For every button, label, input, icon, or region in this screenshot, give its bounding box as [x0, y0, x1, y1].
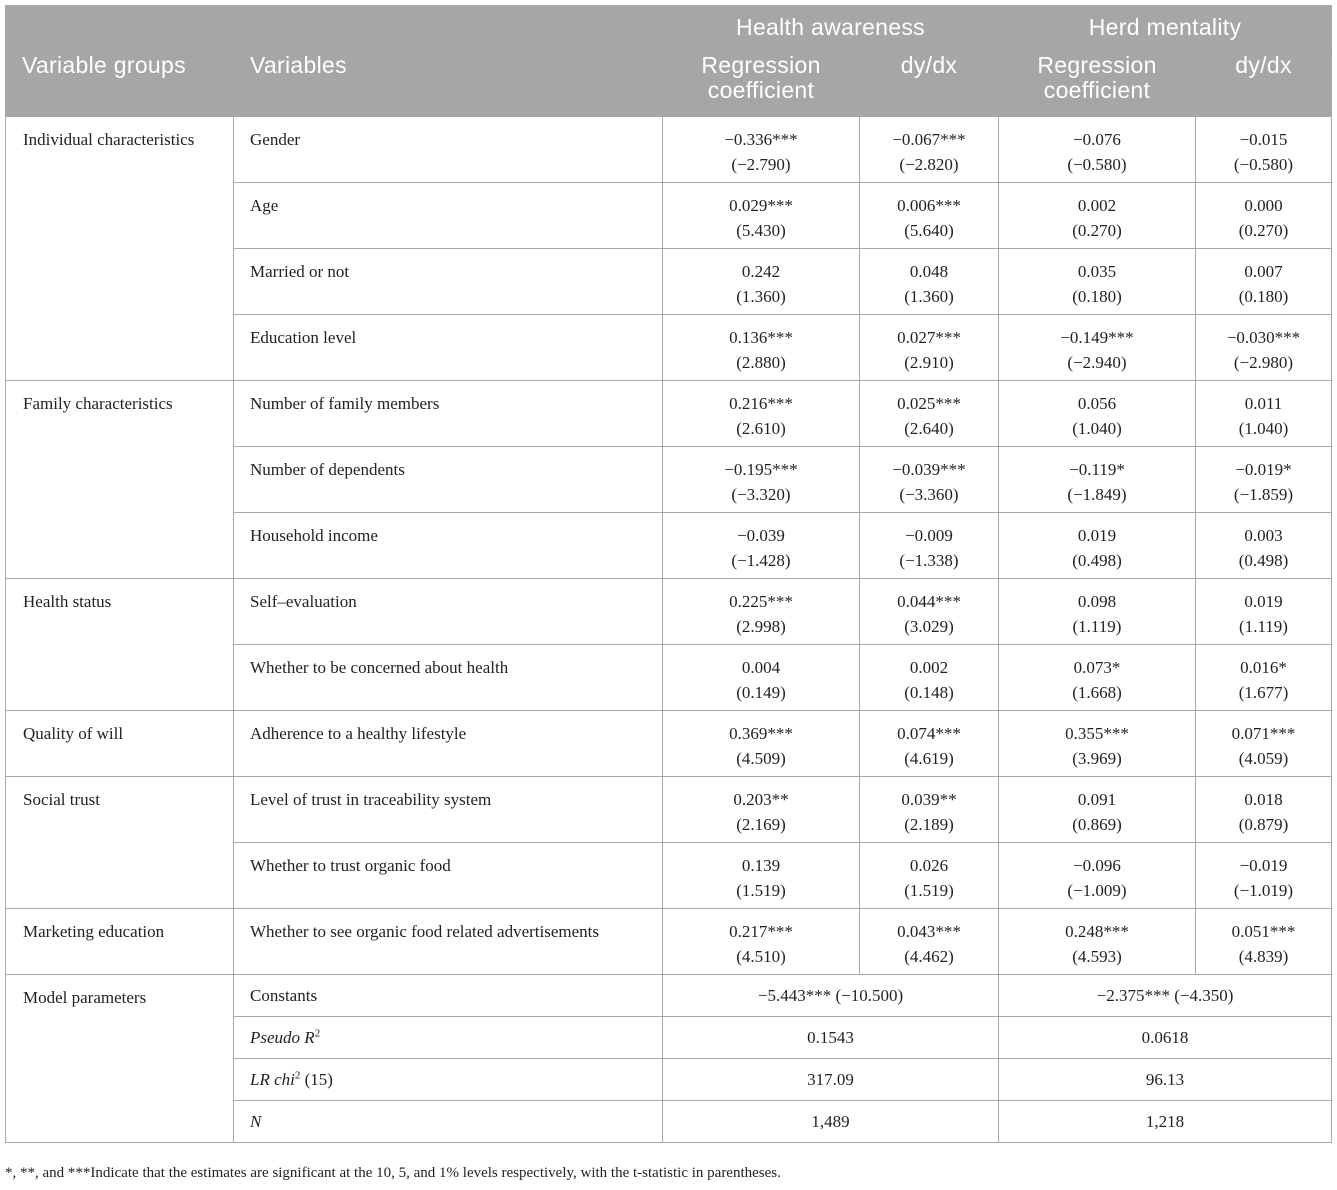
table-row — [6, 117, 1332, 183]
ha-coef-cell — [663, 777, 860, 843]
table-row — [6, 909, 1332, 975]
ha-dydx-value: 0.002 — [909, 658, 949, 677]
hm-dydx-tstat: (0.270) — [1238, 221, 1289, 240]
ha-dydx-cell — [860, 315, 999, 381]
variable-cell: Whether to trust organic food — [234, 843, 663, 909]
hm-coef-tstat: (0.498) — [1072, 551, 1122, 570]
ha-dydx-tstat: (0.148) — [904, 683, 954, 702]
ha-dydx-tstat: (3.029) — [904, 617, 954, 636]
hm-dydx-tstat: (−2.980) — [1233, 353, 1294, 372]
hm-coef-cell — [999, 579, 1196, 645]
variable-cell: Adherence to a healthy lifestyle — [234, 711, 663, 777]
hm-dydx-tstat: (1.119) — [1239, 617, 1288, 636]
header-variables: Variables — [234, 6, 663, 117]
ha-coef-cell — [663, 315, 860, 381]
header-ha-regression-coefficient: Regression coefficient — [663, 49, 860, 117]
pseudo-r-superscript: 2 — [314, 1027, 321, 1040]
lr-chi-df: (15) — [300, 1070, 333, 1089]
hm-coef-value: 0.002 — [1077, 196, 1117, 215]
ha-coef-value: −0.039 — [737, 526, 785, 545]
table-header — [6, 6, 1332, 117]
hm-dydx-cell — [1196, 117, 1332, 183]
ha-coef-value: −0.195*** — [724, 460, 798, 479]
hm-dydx-tstat: (1.677) — [1238, 683, 1289, 702]
variable-cell: Household income — [234, 513, 663, 579]
hm-dydx-cell — [1196, 183, 1332, 249]
regression-table — [5, 5, 1332, 1143]
ha-dydx-cell — [860, 711, 999, 777]
ha-dydx-cell — [860, 249, 999, 315]
hm-coef-value: 0.248*** — [1065, 922, 1129, 941]
group-cell: Quality of will — [6, 711, 234, 777]
ha-coef-tstat: (4.510) — [736, 947, 786, 966]
ha-lr-chi2-value: 317.09 — [663, 1059, 999, 1101]
ha-dydx-value: 0.043*** — [897, 922, 961, 941]
group-cell: Model parameters — [6, 975, 234, 1143]
ha-dydx-tstat: (1.519) — [904, 881, 954, 900]
hm-coef-tstat: (−1.009) — [1067, 881, 1127, 900]
hm-coef-tstat: (−1.849) — [1067, 485, 1127, 504]
variable-cell: Number of dependents — [234, 447, 663, 513]
hm-dydx-value: 0.018 — [1244, 790, 1283, 809]
ha-dydx-value: 0.048 — [909, 262, 949, 281]
ha-pseudo-r2-value: 0.1543 — [663, 1017, 999, 1059]
hm-coef-tstat: (0.180) — [1072, 287, 1122, 306]
ha-coef-value: 0.139 — [741, 856, 781, 875]
ha-dydx-cell — [860, 183, 999, 249]
hm-dydx-tstat: (0.498) — [1238, 551, 1289, 570]
hm-coef-tstat: (−0.580) — [1067, 155, 1127, 174]
hm-coef-value: 0.019 — [1077, 526, 1117, 545]
hm-dydx-value: 0.051*** — [1231, 922, 1296, 941]
param-label — [234, 1059, 663, 1101]
hm-dydx-value: −0.019* — [1235, 460, 1292, 479]
hm-coef-cell — [999, 843, 1196, 909]
header-ha-dydx: dy/dx — [860, 49, 999, 117]
ha-coef-tstat: (−3.320) — [731, 485, 791, 504]
table-row — [6, 711, 1332, 777]
group-cell: Individual characteristics — [6, 117, 234, 381]
ha-dydx-value: 0.039** — [901, 790, 957, 809]
hm-coef-cell — [999, 117, 1196, 183]
ha-dydx-cell — [860, 513, 999, 579]
ha-coef-cell — [663, 447, 860, 513]
hm-dydx-value: 0.003 — [1244, 526, 1283, 545]
variable-cell: Level of trust in traceability system — [234, 777, 663, 843]
ha-coef-value: 0.136*** — [729, 328, 793, 347]
n-label: N — [250, 1112, 262, 1131]
variable-cell: Number of family members — [234, 381, 663, 447]
ha-dydx-tstat: (−3.360) — [899, 485, 959, 504]
hm-coef-tstat: (1.040) — [1072, 419, 1122, 438]
hm-dydx-cell — [1196, 909, 1332, 975]
hm-dydx-tstat: (1.040) — [1238, 419, 1289, 438]
hm-lr-chi2-value: 96.13 — [999, 1059, 1332, 1101]
ha-coef-value: 0.029*** — [729, 196, 793, 215]
hm-dydx-tstat: (−1.019) — [1233, 881, 1294, 900]
group-cell: Health status — [6, 579, 234, 711]
hm-coef-tstat: (1.668) — [1072, 683, 1122, 702]
ha-coef-value: 0.203** — [733, 790, 789, 809]
hm-dydx-tstat: (0.180) — [1238, 287, 1289, 306]
hm-coef-tstat: (0.270) — [1072, 221, 1122, 240]
ha-coef-value: 0.216*** — [729, 394, 793, 413]
param-row-constants — [6, 975, 1332, 1017]
param-label: Constants — [234, 975, 663, 1017]
hm-coef-cell — [999, 777, 1196, 843]
ha-coef-tstat: (2.998) — [736, 617, 786, 636]
hm-coef-cell — [999, 711, 1196, 777]
hm-dydx-cell — [1196, 381, 1332, 447]
ha-dydx-value: 0.006*** — [897, 196, 961, 215]
variable-cell: Whether to be concerned about health — [234, 645, 663, 711]
hm-dydx-tstat: (4.059) — [1238, 749, 1289, 768]
param-label — [234, 1101, 663, 1143]
group-cell: Social trust — [6, 777, 234, 909]
ha-n-value: 1,489 — [663, 1101, 999, 1143]
hm-dydx-value: 0.000 — [1244, 196, 1283, 215]
ha-dydx-value: 0.025*** — [897, 394, 961, 413]
hm-dydx-value: 0.019 — [1244, 592, 1283, 611]
hm-dydx-tstat: (−0.580) — [1233, 155, 1294, 174]
ha-dydx-value: 0.074*** — [897, 724, 961, 743]
hm-dydx-tstat: (−1.859) — [1233, 485, 1294, 504]
ha-coef-cell — [663, 843, 860, 909]
ha-dydx-tstat: (2.910) — [904, 353, 954, 372]
variable-cell: Whether to see organic food related advertisements — [234, 909, 663, 975]
hm-coef-tstat: (3.969) — [1072, 749, 1122, 768]
ha-coef-tstat: (2.610) — [736, 419, 786, 438]
ha-dydx-cell — [860, 645, 999, 711]
ha-dydx-cell — [860, 117, 999, 183]
ha-coef-tstat: (0.149) — [736, 683, 786, 702]
hm-dydx-value: −0.030*** — [1226, 328, 1301, 347]
hm-coef-value: −0.076 — [1073, 130, 1121, 149]
hm-coef-cell — [999, 909, 1196, 975]
hm-dydx-cell — [1196, 843, 1332, 909]
ha-coef-tstat: (−1.428) — [731, 551, 791, 570]
ha-coef-tstat: (−2.790) — [731, 155, 791, 174]
table-row — [6, 381, 1332, 447]
ha-dydx-tstat: (4.619) — [904, 749, 954, 768]
hm-dydx-cell — [1196, 645, 1332, 711]
lr-chi-label: LR chi — [250, 1070, 295, 1089]
hm-coef-cell — [999, 513, 1196, 579]
header-hm-regression-coefficient: Regression coefficient — [999, 49, 1196, 117]
ha-coef-value: 0.369*** — [729, 724, 793, 743]
ha-coef-cell — [663, 579, 860, 645]
ha-dydx-tstat: (−1.338) — [899, 551, 959, 570]
ha-dydx-value: 0.027*** — [897, 328, 961, 347]
hm-dydx-value: 0.016* — [1240, 658, 1287, 677]
ha-dydx-tstat: (−2.820) — [899, 155, 959, 174]
hm-coef-value: 0.073* — [1073, 658, 1121, 677]
hm-coef-tstat: (1.119) — [1072, 617, 1122, 636]
ha-coef-tstat: (1.360) — [736, 287, 786, 306]
hm-dydx-cell — [1196, 447, 1332, 513]
table-row — [6, 777, 1332, 843]
hm-dydx-value: 0.011 — [1244, 394, 1283, 413]
hm-coef-tstat: (−2.940) — [1067, 353, 1127, 372]
hm-dydx-value: −0.019 — [1239, 856, 1288, 875]
ha-coef-value: 0.225*** — [729, 592, 793, 611]
header-herd-mentality: Herd mentality — [999, 6, 1332, 49]
group-cell: Family characteristics — [6, 381, 234, 579]
hm-coef-tstat: (4.593) — [1072, 947, 1122, 966]
hm-dydx-cell — [1196, 513, 1332, 579]
ha-coef-tstat: (2.880) — [736, 353, 786, 372]
variable-cell: Education level — [234, 315, 663, 381]
table-row — [6, 579, 1332, 645]
header-health-awareness: Health awareness — [663, 6, 999, 49]
ha-coef-cell — [663, 513, 860, 579]
hm-coef-value: 0.098 — [1077, 592, 1117, 611]
ha-coef-cell — [663, 909, 860, 975]
ha-coef-value: 0.217*** — [729, 922, 793, 941]
hm-coef-value: −0.149*** — [1060, 328, 1134, 347]
lr-chi-superscript: 2 — [294, 1069, 301, 1082]
hm-dydx-value: −0.015 — [1239, 130, 1288, 149]
ha-constants-value: −5.443*** (−10.500) — [663, 975, 999, 1017]
ha-coef-cell — [663, 381, 860, 447]
ha-dydx-value: −0.067*** — [892, 130, 966, 149]
ha-dydx-value: 0.026 — [909, 856, 949, 875]
hm-coef-value: 0.091 — [1077, 790, 1117, 809]
group-cell: Marketing education — [6, 909, 234, 975]
hm-coef-value: −0.096 — [1073, 856, 1121, 875]
ha-coef-value: −0.336*** — [724, 130, 798, 149]
ha-dydx-tstat: (1.360) — [904, 287, 954, 306]
variable-cell: Gender — [234, 117, 663, 183]
variable-cell: Self–evaluation — [234, 579, 663, 645]
hm-coef-value: −0.119* — [1069, 460, 1125, 479]
ha-dydx-value: 0.044*** — [897, 592, 961, 611]
pseudo-r-label: Pseudo R — [250, 1028, 315, 1047]
ha-dydx-tstat: (2.189) — [904, 815, 954, 834]
hm-coef-cell — [999, 381, 1196, 447]
hm-coef-value: 0.056 — [1077, 394, 1117, 413]
table-body — [6, 117, 1332, 1143]
ha-coef-tstat: (1.519) — [736, 881, 786, 900]
hm-coef-cell — [999, 183, 1196, 249]
hm-constants-value: −2.375*** (−4.350) — [999, 975, 1332, 1017]
hm-coef-tstat: (0.869) — [1072, 815, 1122, 834]
header-variable-groups: Variable groups — [6, 6, 234, 117]
ha-dydx-cell — [860, 579, 999, 645]
hm-n-value: 1,218 — [999, 1101, 1332, 1143]
hm-dydx-cell — [1196, 249, 1332, 315]
hm-dydx-cell — [1196, 579, 1332, 645]
ha-dydx-tstat: (4.462) — [904, 947, 954, 966]
ha-coef-cell — [663, 711, 860, 777]
hm-pseudo-r2-value: 0.0618 — [999, 1017, 1332, 1059]
ha-dydx-value: −0.039*** — [892, 460, 966, 479]
hm-dydx-value: 0.071*** — [1231, 724, 1296, 743]
ha-dydx-cell — [860, 381, 999, 447]
hm-dydx-tstat: (0.879) — [1238, 815, 1289, 834]
hm-dydx-cell — [1196, 777, 1332, 843]
hm-coef-value: 0.355*** — [1065, 724, 1129, 743]
ha-coef-value: 0.242 — [741, 262, 781, 281]
ha-coef-cell — [663, 117, 860, 183]
header-hm-dydx: dy/dx — [1196, 49, 1332, 117]
ha-dydx-cell — [860, 447, 999, 513]
ha-coef-value: 0.004 — [741, 658, 781, 677]
ha-coef-tstat: (5.430) — [736, 221, 786, 240]
ha-coef-tstat: (2.169) — [736, 815, 786, 834]
ha-coef-cell — [663, 249, 860, 315]
ha-dydx-tstat: (5.640) — [904, 221, 954, 240]
hm-coef-value: 0.035 — [1077, 262, 1117, 281]
ha-dydx-cell — [860, 909, 999, 975]
hm-dydx-value: 0.007 — [1244, 262, 1283, 281]
hm-dydx-tstat: (4.839) — [1238, 947, 1289, 966]
ha-dydx-value: −0.009 — [905, 526, 953, 545]
hm-coef-cell — [999, 447, 1196, 513]
param-label — [234, 1017, 663, 1059]
hm-coef-cell — [999, 315, 1196, 381]
variable-cell: Married or not — [234, 249, 663, 315]
ha-coef-tstat: (4.509) — [736, 749, 786, 768]
hm-dydx-cell — [1196, 711, 1332, 777]
ha-dydx-cell — [860, 843, 999, 909]
ha-dydx-tstat: (2.640) — [904, 419, 954, 438]
hm-coef-cell — [999, 645, 1196, 711]
ha-coef-cell — [663, 645, 860, 711]
hm-dydx-cell — [1196, 315, 1332, 381]
ha-dydx-cell — [860, 777, 999, 843]
hm-coef-cell — [999, 249, 1196, 315]
ha-coef-cell — [663, 183, 860, 249]
variable-cell: Age — [234, 183, 663, 249]
table-footnote: *, **, and ***Indicate that the estimates are significant at the 10, 5, and 1% levels respectively, with the t-statistic in parentheses. — [5, 1165, 781, 1181]
